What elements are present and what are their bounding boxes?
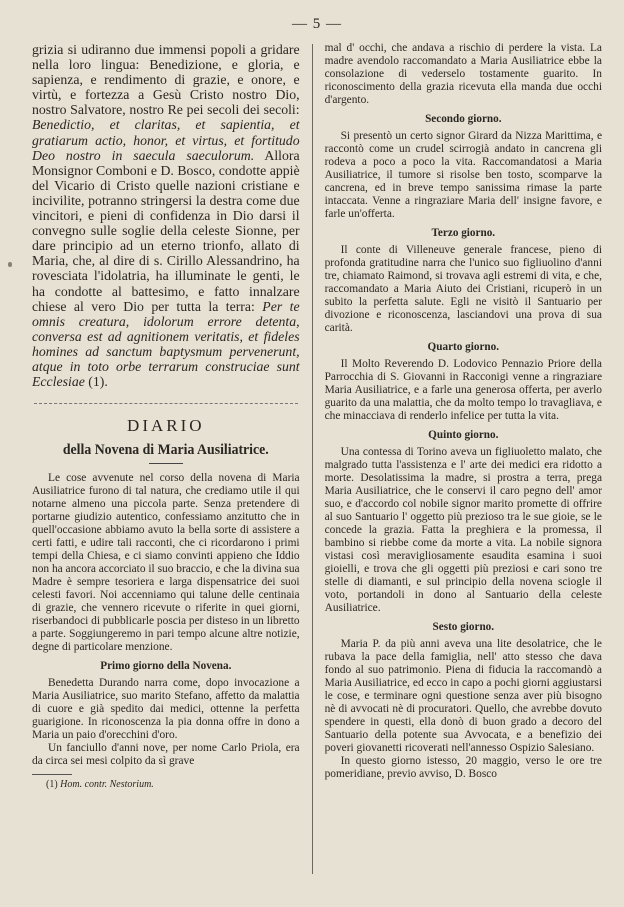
intro-paragraph (32, 42, 300, 389)
terzo-paragraph: Il conte di Villeneuve generale francese, pieno di profonda gratitudine narra che l'unico suo figliuolino d'anni tre, chiamato Raimond, si trovava agli estremi di vita, e che, raccomandato a Maria Aiuto dei Cristiani, ricuperò in un subito la perfetta salute. Egli ne visitò il Santuario per divozione e riconoscenza, lasciandovi una prova di sua carità. (324, 244, 602, 334)
intro-text-a: grizia si udiranno due immensi popoli a gridare nella loro lingua: Benedizione, e gloria, e sapienza, e rendimento di grazie, e onore, e virtù, e fortezza a Gesù Cristo nostro Dio, nostro Salvatore, nostro Re pei secoli dei secoli: (32, 42, 300, 118)
sesto-giorno-heading: Sesto giorno. (432, 621, 495, 633)
left-column (32, 42, 300, 874)
primo-paragraph-1: Benedetta Durando narra come, dopo invocazione a Maria Ausiliatrice, suo marito Stefano, affetto da malattia di cuore e già spedito dai medici, ottenne la perfetta guarigione. In riconoscenza la pia donna offre in dono a Maria un paio d'orecchini d'oro. (32, 677, 300, 742)
novena-title: della Novena di Maria Ausiliatrice. (62, 442, 269, 459)
two-column-body (32, 42, 602, 874)
primo-giorno-heading: Primo giorno della Novena. (100, 660, 232, 673)
footnote-text: Hom. contr. Nestorium. (60, 779, 154, 791)
novena-intro-paragraph: Le cose avvenute nel corso della novena di Maria Ausiliatrice furono di tal natura, che crediamo utile il qui notarne almeno una piccola parte. Senza pretendere di portarne giudizio autentico, confessiamo anzitutto che in quell'occasione abbiamo avuto la bella sorte di assistere a certi fatti, e udire tali racconti, che ci ricordarono i primi tempi della Chiesa, e ci siamo convinti appieno che Iddio non ha ancora accorciato il suo braccio, e che la divina sua Madre è sempre tesoriera e larga dispensatrice dei suoi celesti favori. Noi accenniamo qui talune delle centinaia di grazie, che vennero ricevute o riferite in quei giorni, riserbandoci di pubblicarle poscia per disteso in un libretto a parte. Soggiungeremo in pari tempo alcune altre notizie, degne di particolare menzione. (32, 472, 300, 654)
footnote-rule (32, 774, 72, 775)
quinto-paragraph: Una contessa di Torino aveva un figliuoletto malato, che malgrado tutta l'assistenza e l' arte dei medici era ridotto a morte. Desolatissima la madre, si prostra a terra, prega Maria Ausiliatrice, che le conservi il caro pegno dell' amor suo, e d'accordo col nobile signor marito promette di offrire al suo Santuario l' oggetto più prezioso tra le sue gioie, se le concede la grazia. Fatta la preghiera e la promessa, il bambino si riebbe come da morte a vita. La nobile signora vistasi così meravigliosamente esaudita esamina i suoi gioielli, e trova che gli oggetti più preziosi e cari sono tre stelle di diamanti, e sul principio della novena sciogle il voto, portandoli in dono al Santuario della celeste Ausiliatrice. (324, 446, 602, 614)
ink-spot (8, 262, 12, 267)
sesto-paragraph-1: Maria P. da più anni aveva una lite desolatrice, che le rubava la pace della famiglia, nell' atto stesso che dava fondo al suo patrimonio. Piena di fiducia la raccomandò a Maria Ausiliatrice, ed ecco in capo a pochi giorni aggiustarsi le cose, e terminare ogni questione senza aver più bisogno nè di avvocati nè di procuratori. Quello, che avrebbe dovuto spendere in questi, ella donò di buon grado a decoro del Santuario della potente sua Avvocata, e a benefizio dei poveri giovanetti ricoverati nell'annesso Ospizio Salesiano. (324, 638, 602, 754)
quarto-giorno-heading: Quarto giorno. (427, 341, 500, 353)
primo-paragraph-2: Un fanciullo d'anni nove, per nome Carlo Priola, era da circa sei mesi colpito da sì grave (32, 742, 300, 768)
intro-text-b: Allora Monsignor Comboni e D. Bosco, condotte appiè del Vicario di Cristo quelle nazioni cristiane e incivilite, potranno stringersi la destra come due vincitori, e pieni di confidenza in Dio darsi il convegno sulle soglie della celeste Sionne, per dare principio ad un eterno trionfo, allato di Maria, che, al dire di s. Cirillo Alessandrino, ha rovesciata l'idolatria, ha illuminate le genti, le ha condotte al battesimo, e fatto innalzare chiese al vero Dio per tutta la terra: (32, 147, 300, 314)
right-column (325, 42, 602, 874)
sesto-paragraph-2: In questo giorno istesso, 20 maggio, verso le ore tre pomeridiane, previo avviso, D. Bosco (324, 755, 602, 780)
diario-title: DIARIO (127, 416, 205, 436)
intro-text-c: (1). (84, 374, 108, 390)
section-separator (34, 403, 298, 404)
title-rule (149, 463, 183, 464)
intro-latin-2: Per te omnis creatura, idolorum errore detenta, conversa est ad agnitionem veritatis, et fideles homines ad sanctum baptysmum pervenerunt, atque in toto orbe terrarum construciae sunt Ecclesiae (32, 298, 300, 390)
secondo-paragraph: Si presentò un certo signor Girard da Nizza Marittima, e raccontò come un crudel scirrogià andato in cancrena gli rodeva a poco a poco la vita. Raccomandatosi a Maria Ausiliatrice, il tumore si risolse ben tosto, scomparve la cancrena, ed in breve tempo sanissima rimase la parte intaccata. Venne a ringraziare Maria dell' insigne favore, e farle un'offerta. (324, 130, 602, 220)
secondo-giorno-heading: Secondo giorno. (425, 113, 502, 125)
terzo-giorno-heading: Terzo giorno. (431, 227, 496, 239)
quarto-paragraph: Il Molto Reverendo D. Lodovico Pennazio Priore della Parrocchia di S. Giovanni in Racconigi venne a ringraziare Maria Ausiliatrice, e a farle una generosa offerta, per averlo guarito da una malattia, che da molto tempo lo travagliava, e che minacciava di renderlo infelice per tutta la vita. (324, 358, 602, 422)
page-number: — 5 — (292, 16, 342, 32)
column-divider (312, 44, 313, 874)
intro-latin-1: Benedictio, et claritas, et sapientia, et gratiarum actio, honor, et virtus, et fortitudo Deo nostro in saecula saeculorum. (32, 117, 300, 163)
quinto-giorno-heading: Quinto giorno. (428, 429, 499, 441)
footnote-mark: (1) (46, 779, 61, 791)
footnote (46, 779, 300, 790)
continuation-paragraph: mal d' occhi, che andava a rischio di perdere la vista. La madre avendolo raccomandato a Maria Ausiliatrice ebbe la consolazione di vederselo tostamente guarito. In riconoscimento della grazia ricevuta ella manda due occhi d'argento. (324, 42, 602, 106)
